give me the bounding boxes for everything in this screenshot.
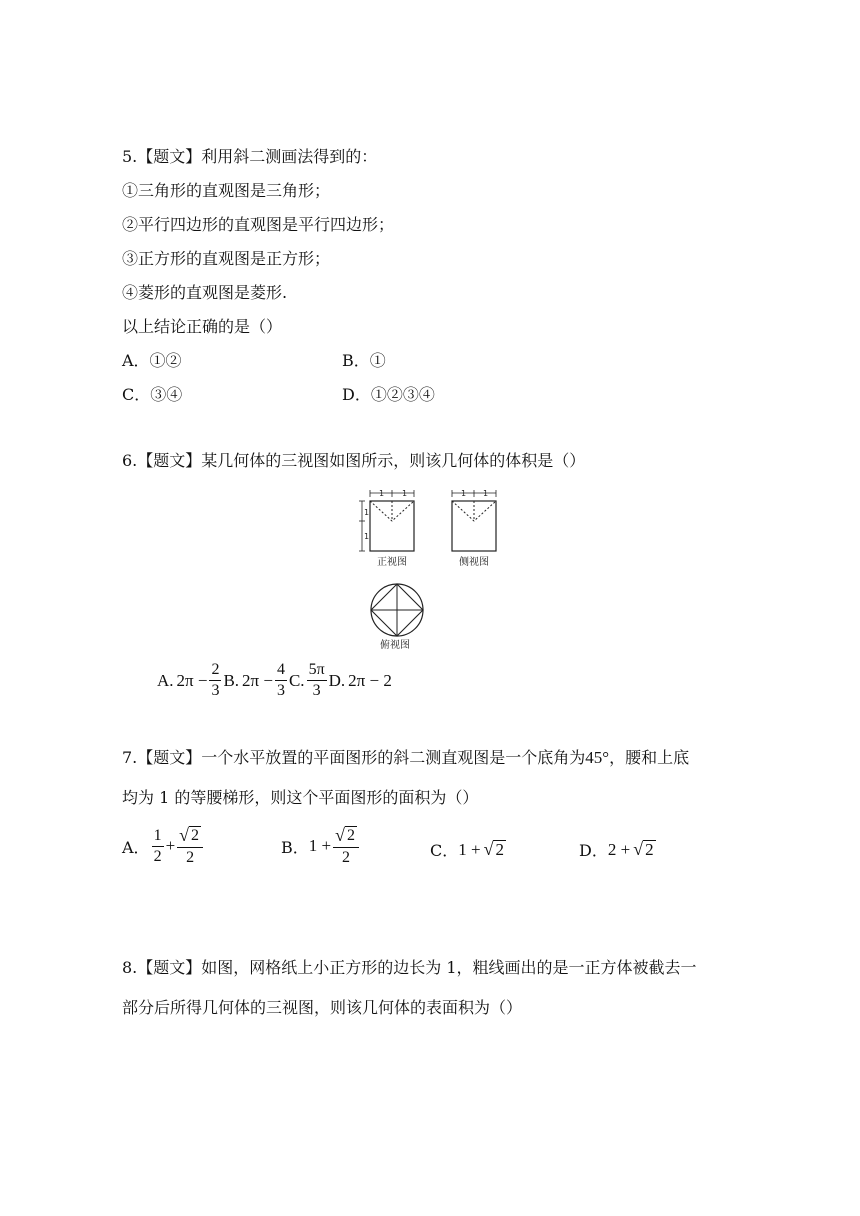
radicand: 2	[495, 839, 504, 859]
front-view-diagram	[359, 490, 414, 551]
q6-three-view-figure	[355, 488, 520, 653]
fraction-numerator: 1	[152, 828, 164, 847]
fraction-denominator: 3	[211, 682, 220, 699]
q6-option-b-fraction	[275, 662, 287, 699]
q7-option-d-label: D．	[579, 841, 608, 860]
fraction-denominator: 2	[342, 849, 351, 866]
fraction-denominator: 2	[153, 847, 162, 865]
q8-stem-line-2: 部分后所得几何体的三视图，则该几何体的表面积为（）	[122, 998, 523, 1017]
q7-option-a-fraction-1	[152, 828, 164, 865]
q7-stem-text-end: ，腰和上底	[609, 748, 690, 767]
fraction-numerator: 5π	[307, 662, 327, 681]
q7-stem-text: 7.【题文】一个水平放置的平面图形的斜二测直观图是一个底角为	[122, 748, 586, 767]
q7-option-b-expr: 1 +	[308, 836, 332, 855]
dim-label: 1	[379, 489, 385, 498]
q5-option-b: B．①	[342, 351, 386, 370]
q5-option-c: C．③④	[122, 385, 183, 404]
top-view-label: 俯视图	[380, 640, 410, 651]
q5-statement-1: ①三角形的直观图是三角形；	[122, 181, 331, 200]
sqrt-icon: √ 2	[633, 838, 654, 859]
q7-option-a-fraction-2	[177, 826, 203, 866]
q7-option-b	[281, 826, 361, 866]
q6-option-d-expr: 2π − 2	[348, 670, 392, 690]
q7-option-c	[430, 838, 506, 861]
q7-option-c-label: C．	[430, 841, 459, 860]
q6-option-c-fraction	[307, 662, 327, 699]
fraction-numerator: 2	[209, 662, 221, 681]
q7-option-d	[579, 838, 656, 861]
dim-label: 1	[461, 489, 467, 498]
q7-option-a-label: A．	[122, 837, 150, 857]
plus-sign: +	[165, 836, 176, 855]
radicand: 2	[645, 839, 654, 859]
dim-label: 1	[364, 532, 370, 541]
q7-option-b-label: B．	[281, 837, 309, 857]
side-view-label: 侧视图	[459, 557, 489, 568]
q6-option-a-label: A.	[157, 670, 174, 690]
q8-stem-line-1: 8.【题文】如图，网格纸上小正方形的边长为 1，粗线画出的是一正方体被截去一	[122, 958, 697, 977]
radicand: 2	[191, 827, 200, 844]
q7-option-d-expr: 2 +	[607, 839, 631, 859]
dim-label: 1	[483, 489, 489, 498]
q6-option-a-expr: 2π −	[176, 670, 208, 690]
fraction-denominator: 3	[276, 682, 285, 699]
fraction-denominator: 3	[312, 682, 321, 699]
q5-option-a: A．①②	[122, 351, 182, 370]
radicand: 2	[347, 827, 355, 844]
q6-option-a-fraction	[209, 662, 221, 699]
q6-option-d-label: D.	[328, 670, 346, 690]
top-view-diagram	[371, 584, 423, 636]
front-view-label: 正视图	[377, 557, 407, 568]
q5-question: 以上结论正确的是（）	[122, 317, 283, 336]
q7-angle: 45°	[585, 748, 610, 767]
sqrt-icon: √ 2	[483, 838, 504, 859]
sqrt-icon: √ 2	[335, 825, 355, 845]
q5-stem: 5.【题文】利用斜二测画法得到的：	[122, 147, 378, 166]
dim-label: 1	[364, 508, 370, 517]
q7-option-b-fraction	[333, 826, 359, 866]
q6-option-c-label: C.	[288, 670, 305, 690]
fraction-numerator: 4	[275, 662, 287, 681]
q6-option-b-expr: 2π −	[242, 670, 273, 690]
fraction-denominator: 2	[186, 849, 195, 866]
side-view-diagram	[452, 490, 496, 551]
q6-stem: 6.【题文】某几何体的三视图如图所示，则该几何体的体积是（）	[122, 451, 586, 470]
q5-statement-3: ③正方形的直观图是正方形；	[122, 249, 331, 268]
q7-option-a	[122, 826, 205, 866]
q6-option-b-label: B.	[223, 670, 240, 690]
q5-statement-4: ④菱形的直观图是菱形.	[122, 283, 288, 302]
q6-options	[157, 662, 392, 699]
q5-statement-2: ②平行四边形的直观图是平行四边形；	[122, 215, 395, 234]
fraction-numerator	[177, 826, 203, 848]
q7-stem-line-2: 均为 1 的等腰梯形，则这个平面图形的面积为（）	[122, 788, 479, 807]
fraction-numerator	[333, 826, 359, 848]
q7-stem-line-1	[122, 747, 689, 769]
dim-label: 1	[402, 489, 408, 498]
q5-option-d: D．①②③④	[342, 385, 435, 404]
sqrt-icon: √ 2	[179, 825, 200, 845]
q7-option-c-expr: 1 +	[458, 839, 481, 859]
